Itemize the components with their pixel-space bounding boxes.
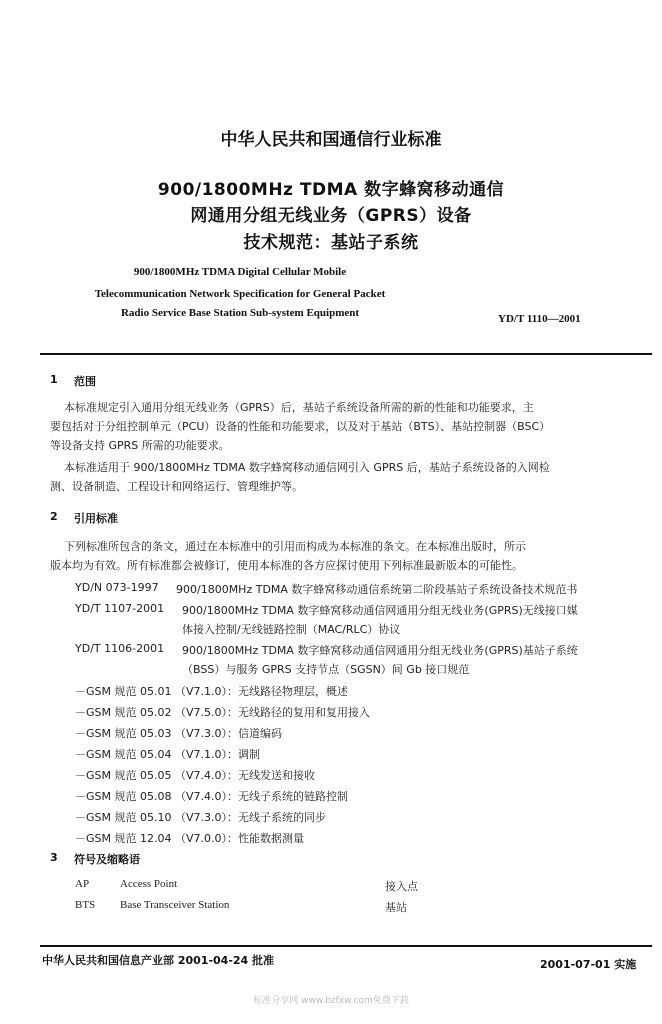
implementation-date: 2001-07-01 实施	[540, 958, 637, 971]
standard-number: YD/T 1110—2001	[498, 313, 581, 325]
section-2-paragraph-line-2: 版本均为有效。所有标准都会被修订，使用本标准的各方应探讨使用下列标准最新版本的可能性。	[50, 559, 523, 572]
section-1-number: 1	[50, 373, 58, 386]
section-1-paragraph-1-line-1: 本标准规定引入通用分组无线业务（GPRS）后，基站子系统设备所需的新的性能和功能要求，主	[64, 401, 534, 414]
section-2-number: 2	[50, 510, 58, 523]
reference-code: YD/T 1107-2001	[75, 602, 165, 615]
section-1-paragraph-2-line-1: 本标准适用于 900/1800MHz TDMA 数字蜂窝移动通信网引入 GPRS 后，基站子系统设备的入网检	[64, 461, 550, 474]
document-title-line-3: 技术规范：基站子系统	[243, 233, 419, 253]
abbreviation-chinese: 基站	[385, 901, 407, 914]
abbreviation-english: Access Point	[120, 878, 178, 890]
reference-title-continued: 体接入控制/无线链路控制（MAC/RLC）协议	[182, 623, 401, 636]
reference-title-continued: （BSS）与服务 GPRS 支持节点（SGSN）间 Gb 接口规范	[182, 663, 470, 676]
abbreviation-chinese: 接入点	[385, 880, 418, 893]
gsm-spec-item: －GSM 规范 05.02 （V7.5.0）：无线路径的复用和复用接入	[75, 706, 370, 719]
reference-title: 900/1800MHz TDMA 数字蜂窝移动通信网通用分组无线业务(GPRS)无线接口媒	[182, 604, 578, 617]
abbreviation-term: AP	[75, 878, 90, 890]
reference-code: YD/N 073-1997	[75, 581, 159, 594]
header-divider	[40, 353, 652, 355]
abbreviation-term: BTS	[75, 899, 96, 911]
reference-title: 900/1800MHz TDMA 数字蜂窝移动通信网通用分组无线业务(GPRS)基站子系统	[182, 644, 578, 657]
section-2-title: 引用标准	[74, 512, 118, 525]
gsm-spec-item: －GSM 规范 05.10 （V7.3.0）：无线子系统的同步	[75, 811, 326, 824]
section-1-paragraph-2-line-2: 测、设备制造、工程设计和网络运行、管理维护等。	[50, 480, 303, 493]
approval-date: 中华人民共和国信息产业部 2001-04-24 批准	[42, 954, 275, 967]
abbreviation-english: Base Transceiver Station	[120, 899, 230, 911]
standard-category-header: 中华人民共和国通信行业标准	[220, 130, 442, 150]
footer-divider	[40, 945, 652, 947]
section-1-paragraph-1-line-3: 等设备支持 GPRS 所需的功能要求。	[50, 439, 230, 452]
section-3-number: 3	[50, 851, 58, 864]
gsm-spec-item: －GSM 规范 05.04 （V7.1.0）：调制	[75, 748, 260, 761]
watermark: 标准分享网 www.bzfxw.com免费下载	[253, 996, 409, 1006]
gsm-spec-item: －GSM 规范 05.05 （V7.4.0）：无线发送和接收	[75, 769, 315, 782]
section-3-title: 符号及缩略语	[74, 853, 140, 866]
section-2-paragraph-line-1: 下列标准所包含的条文，通过在本标准中的引用而构成为本标准的条文。在本标准出版时，所示	[64, 540, 526, 553]
english-title-line-3: Radio Service Base Station Sub-system Equipment	[120, 307, 360, 319]
document-title-line-1: 900/1800MHz TDMA 数字蜂窝移动通信	[157, 180, 505, 200]
english-title-line-1: 900/1800MHz TDMA Digital Cellular Mobile	[133, 266, 347, 278]
english-title-line-2: Telecommunication Network Specification for General Packet	[94, 288, 386, 300]
section-1-title: 范围	[74, 375, 96, 388]
reference-title: 900/1800MHz TDMA 数字蜂窝移动通信系统第二阶段基站子系统设备技术规范书	[176, 583, 578, 596]
reference-code: YD/T 1106-2001	[75, 642, 165, 655]
gsm-spec-item: －GSM 规范 05.03 （V7.3.0）：信道编码	[75, 727, 282, 740]
gsm-spec-item: －GSM 规范 05.01 （V7.1.0）：无线路径物理层，概述	[75, 685, 348, 698]
gsm-spec-item: －GSM 规范 12.04 （V7.0.0）：性能数据测量	[75, 832, 304, 845]
gsm-spec-item: －GSM 规范 05.08 （V7.4.0）：无线子系统的链路控制	[75, 790, 348, 803]
section-1-paragraph-1-line-2: 要包括对于分组控制单元（PCU）设备的性能和功能要求，以及对于基站（BTS）、基站控制器（BSC）	[50, 420, 551, 433]
document-title-line-2: 网通用分组无线业务（GPRS）设备	[190, 206, 472, 226]
